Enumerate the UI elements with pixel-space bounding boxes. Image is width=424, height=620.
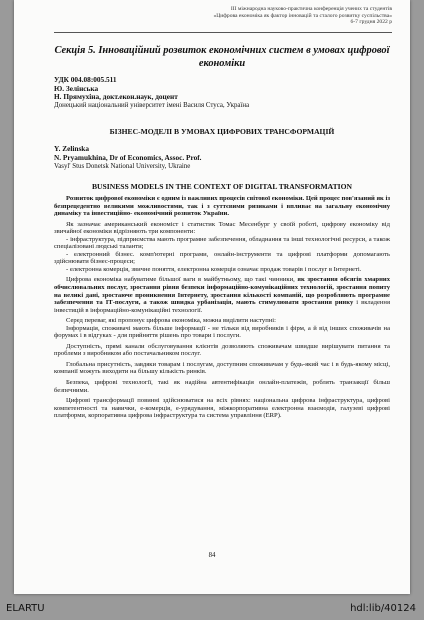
abstract-paragraph: Розвиток цифрової економіки є одним із важливих процесів світової економіки. Цей процес пов'язаний як із безпрецедентно великими можливостями, так і з суттєвими ризиками і впливає на загальну економічну динаміку та інвестиційно- економічний розвиток України.	[54, 195, 390, 218]
en-author-2: N. Pryamukhina, Dr of Economics, Assoc. Prof.	[54, 152, 202, 162]
handle-id: hdl:lib/40124	[350, 603, 416, 614]
list-item-ecommerce: - електронна комерція, звичне поняття, електронна комерція означає продаж товарів і послуг в Інтернеті.	[66, 265, 362, 273]
list-item-ebusiness: - електронний бізнес. комп'ютерні програми, онлайн-інструменти та цифрові платформи допомагають здійснювати бізнес-процеси;	[54, 250, 390, 266]
ua-authors-block	[54, 76, 390, 102]
repository-footer	[0, 600, 424, 620]
conference-header-line2: «Цифрова економіка як фактор інновацій та сталого розвитку суспільства»	[213, 12, 392, 19]
body-paragraph-emphasis	[54, 276, 390, 314]
conference-header-line1: ІІІ міжнародна науково-практична конференція учених та студентів	[230, 6, 392, 12]
ua-affiliation: Донецький національний університет імені Василя Стуса, Україна	[54, 102, 250, 109]
ua-author-1: Ю. Зелінська	[54, 83, 99, 93]
body-paragraph: Як зазначає американський економіст і статистик Томас Месенбург у своїй роботі, цифрову економіку від звичайної економіки відрізняють три компоненти:	[54, 220, 390, 236]
ua-article-title: БІЗНЕС-МОДЕЛІ В УМОВАХ ЦИФРОВИХ ТРАНСФОРМАЦІЙ	[109, 127, 335, 136]
advantage-security: Безпека, цифрові технології, такі як надійна автентифікація онлайн-платежів, роблять транзакції більш безпечними.	[54, 379, 390, 394]
list-item-infrastructure: - інфраструктура, підприємства мають програмне забезпечення, обладнання та інші технологічні ресурси, а також спеціалізовані людські таланти;	[54, 235, 390, 251]
udc-code: УДК 004.08:005.511	[54, 75, 117, 84]
advantage-global-presence: Глобальна присутність, завдяки товарам і послугам, доступним споживачам у будь-який час і в будь-якому місці, компанії можуть виходити на більшу кількість ринків.	[54, 360, 390, 376]
en-article-title: BUSINESS MODELS IN THE CONTEXT OF DIGITAL TRANSFORMATION	[91, 182, 352, 191]
repository-name: ELARTU	[6, 603, 45, 614]
en-affiliation: Vasyl' Stus Donetsk National University, Ukraine	[54, 163, 191, 170]
advantage-accessibility: Доступність, прямі канали обслуговування клієнтів дозволяють споживачам швидше вирішувати питання та проблеми з виробником або постачальником послуг.	[54, 342, 390, 358]
en-author-1: Y. Zelinska	[54, 144, 90, 153]
emphasis-after: і вкладення інвестицій в інформаційно-комунікаційні технології.	[54, 299, 390, 314]
article-body	[54, 195, 390, 423]
ua-author-2: Н. Прямухіна, докт.екон.наук, доцент	[54, 92, 178, 102]
en-authors-block	[54, 145, 390, 162]
emphasis-before: Цифрова економіка набуватиме більшої ваги в майбутньому, що такі чинники,	[66, 276, 298, 284]
document-page	[14, 0, 410, 594]
conference-header	[92, 6, 392, 26]
emphasis-bold: як зростання обсягів хмарних обчислювальних послуг, зростання рівня безпеки інформаційно-комунікаційних технологій, зростання попиту на великі дані, зростаюче проникнення Інтернету, зростання кількості компаній, що розробляють програмне забезпечення та ІТ-послуги, а також швидка урбанізація, мають стимулювати зростання ринку	[54, 276, 390, 307]
conference-header-date: 6-7 грудня 2022 р	[350, 19, 392, 26]
header-rule	[54, 32, 392, 33]
section-title: Секція 5. Інноваційний розвиток економічних систем в умовах цифрової економіки	[54, 45, 390, 69]
advantage-information: Інформація, споживачі мають більше інформації - не тільки від виробників і фірм, а й від інших споживачів на форумах і в відгуках - для прийняття рішень про товари і послуги.	[54, 324, 390, 340]
page-number: 84	[208, 552, 216, 559]
body-paragraph-conclusion: Цифрові трансформації повинні здійснюватися на всіх рівнях: національна цифрова інфраструктура, цифрові компетентності та навички, е-комерція, е-урядування, міжкорпоративна електронна взаємодія, галузеві цифрові платформи, корпоративна цифрова інфраструктура та система управління (ERP).	[54, 397, 390, 420]
body-paragraph: Серед переваг, які пропонує цифрова економіка, можна виділити наступні:	[66, 317, 276, 325]
